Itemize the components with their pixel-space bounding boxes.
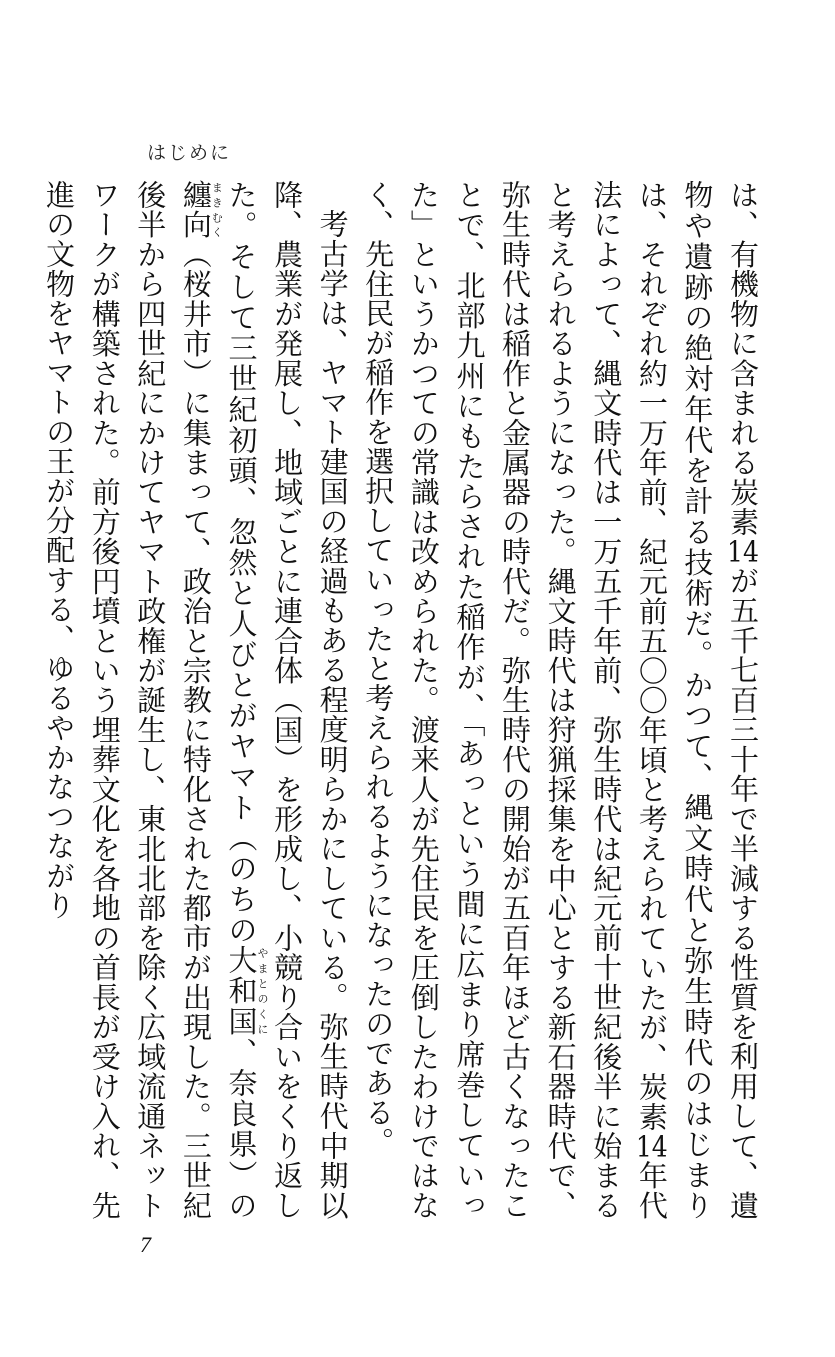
paragraph-2-text-c: （桜井市）に集まって、政治と宗教に特化された都市が出現した。三世紀後半から四世紀にかけてヤマト政権が誕生し、東北北部を除く広域流通ネットワークが構築された。前方後円墳という埋葬文化を各地の首長が受け入れ、先進の文物をヤマトの王が分配する、ゆるやかなつながり bbox=[42, 180, 213, 1220]
ruby-makimuku bbox=[178, 180, 224, 240]
paragraph-1-text-a: は、有機物に含まれる炭素 bbox=[726, 180, 760, 537]
ruby-base: 大和国 bbox=[224, 945, 259, 1038]
paragraph-1-text-c: 年代法によって、縄文時代は一万五千年前、弥生時代は紀元前十世紀後半に始まると考えられるようになった。縄文時代は狩猟採集を中心とする新石器時代で、弥生時代は稲作と金属器の時代だ。弥生時代の開始が五百年ほど古くなったことで、北部九州にもたらされた稲作が、「あっという間に広まり席巻していった」というかつての常識は改められた。渡来人が先住民を圧倒したわけではなく、先住民が稲作を選択していったと考えられるようになったのである。 bbox=[361, 180, 669, 1220]
ruby-reading: やまとのくに bbox=[255, 945, 269, 1037]
ruby-yamato-no-kuni bbox=[224, 945, 269, 1038]
paragraph-2-text-a: 考古学は、ヤマト建国の経過もある程度明らかにしている。弥生時代中期以降、農業が発展し、地域ごとに連合体（国）を形成し、小競り合いをくり返した。そして三世紀初頭、忽然と人びとがヤマト（のちの bbox=[224, 180, 350, 1220]
paragraph-1-text-b: が五千七百三十年で半減する性質を利用して、遺物や遺跡の絶対年代を計る技術だ。かつて、縄文時代と弥生時代のはじまりは、それぞれ約一万年前、紀元前五〇〇年頃と考えられていたが、炭素 bbox=[634, 180, 760, 1220]
page-number: 7 bbox=[140, 1232, 151, 1257]
ruby-base: 纏向 bbox=[178, 180, 213, 240]
vertical-body-text bbox=[36, 180, 766, 1220]
paragraph-1 bbox=[355, 180, 765, 1220]
paragraph-2-text-b: 、奈良県）の bbox=[224, 1037, 259, 1221]
tate-chu-yoko-number: 14 bbox=[727, 536, 759, 566]
running-head: はじめに bbox=[147, 142, 232, 164]
paragraph-2 bbox=[36, 180, 355, 1220]
ruby-reading: まきむく bbox=[210, 180, 224, 240]
tate-chu-yoko-number: 14 bbox=[635, 1131, 668, 1161]
